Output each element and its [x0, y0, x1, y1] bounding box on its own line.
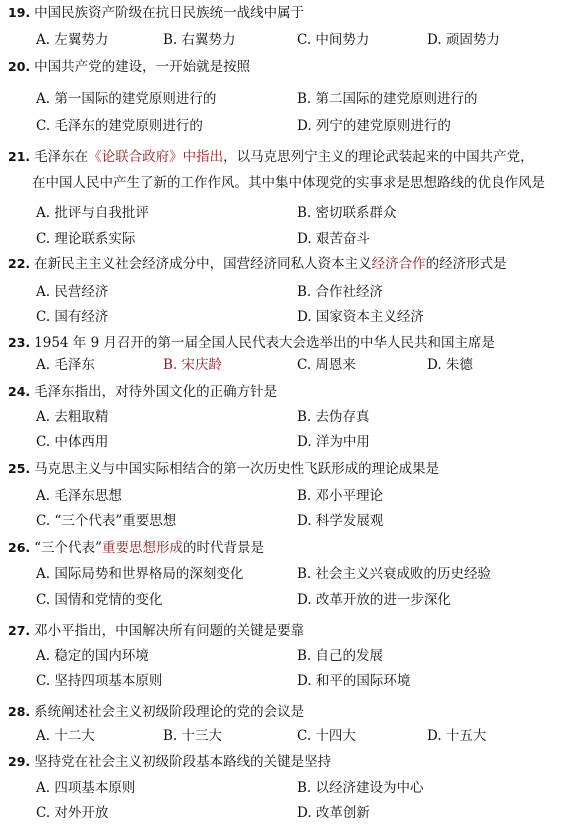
question-24-option-a[interactable]: A. 去粗取精: [36, 409, 109, 425]
question-22-option-c[interactable]: C. 国有经济: [36, 309, 109, 325]
question-29-option-a[interactable]: A. 四项基本原则: [36, 780, 136, 796]
question-28-option-b[interactable]: B. 十三大: [163, 728, 223, 744]
question-25-stem: [8, 460, 439, 478]
question-28-option-a[interactable]: A. 十二大: [36, 728, 95, 744]
question-number: 28.: [8, 704, 31, 719]
question-20-option-b[interactable]: B. 第二国际的建党原则进行的: [297, 91, 478, 107]
question-text-part: 在新民主主义社会经济成分中，国营经济同私人资本主义: [34, 256, 372, 272]
question-text-highlight: 重要思想形成: [101, 540, 183, 556]
question-number: 22.: [8, 256, 31, 271]
question-text-part: ，以马克思列宁主义的理论武装起来的中国共产党，: [223, 149, 534, 165]
question-19-option-b[interactable]: B. 右翼势力: [163, 32, 236, 48]
question-text: 马克思主义与中国实际相结合的第一次历史性飞跃形成的理论成果是: [34, 461, 440, 477]
question-text: 系统阐述社会主义初级阶段理论的党的会议是: [34, 704, 305, 720]
question-23-option-c[interactable]: C. 周恩来: [297, 357, 356, 373]
question-27-option-a[interactable]: A. 稳定的国内环境: [36, 648, 149, 664]
question-number: 25.: [8, 461, 31, 476]
question-text: 中国民族资产阶级在抗日民族统一战线中属于: [34, 5, 305, 21]
question-number: 26.: [8, 540, 31, 555]
question-number: 21.: [8, 149, 31, 164]
question-23-option-b[interactable]: B. 宋庆龄: [163, 357, 223, 373]
question-23-stem: [8, 334, 495, 352]
question-27-option-d[interactable]: D. 和平的国际环境: [297, 673, 411, 689]
question-28-option-d[interactable]: D. 十五大: [427, 728, 487, 744]
question-29-option-d[interactable]: D. 改革创新: [297, 805, 370, 821]
question-26-stem: [8, 539, 264, 557]
question-26-option-c[interactable]: C. 国情和党情的变化: [36, 592, 163, 608]
question-19-option-d[interactable]: D. 顽固势力: [427, 32, 500, 48]
question-26-option-d[interactable]: D. 改革开放的进一步深化: [297, 592, 451, 608]
question-27-option-c[interactable]: C. 坚持四项基本原则: [36, 673, 163, 689]
question-text-part: 的经济形式是: [425, 256, 507, 272]
question-20-stem: [8, 58, 250, 76]
question-text: 1954 年 9 月召开的第一届全国人民代表大会选举出的中华人民共和国主席是: [34, 335, 495, 351]
question-20-option-a[interactable]: A. 第一国际的建党原则进行的: [36, 91, 217, 107]
question-24-option-d[interactable]: D. 洋为中用: [297, 434, 370, 450]
question-text-part: 的时代背景是: [182, 540, 264, 556]
question-29-stem: [8, 753, 331, 771]
question-23-option-a[interactable]: A. 毛泽东: [36, 357, 95, 373]
question-text: 中国共产党的建设，一开始就是按照: [34, 59, 251, 75]
question-number: 20.: [8, 59, 31, 74]
question-24-stem: [8, 383, 277, 401]
question-text-part: 毛泽东在: [34, 149, 89, 165]
question-22-option-b[interactable]: B. 合作社经济: [297, 284, 384, 300]
question-26-option-a[interactable]: A. 国际局势和世界格局的深刻变化: [36, 566, 244, 582]
question-27-stem: [8, 622, 304, 640]
question-number: 19.: [8, 5, 31, 20]
question-24-option-b[interactable]: B. 去伪存真: [297, 409, 370, 425]
question-25-option-b[interactable]: B. 邓小平理论: [297, 488, 384, 504]
question-21-option-a[interactable]: A. 批评与自我批评: [36, 205, 149, 221]
question-22-stem: [8, 255, 507, 273]
question-number: 27.: [8, 623, 31, 638]
question-29-option-c[interactable]: C. 对外开放: [36, 805, 109, 821]
question-28-option-c[interactable]: C. 十四大: [297, 728, 356, 744]
question-text: 邓小平指出，中国解决所有问题的关键是要靠: [34, 623, 305, 639]
question-27-option-b[interactable]: B. 自己的发展: [297, 648, 384, 664]
question-21-option-c[interactable]: C. 理论联系实际: [36, 231, 136, 247]
question-number: 29.: [8, 754, 31, 769]
question-25-option-c[interactable]: C. “三个代表”重要思想: [36, 513, 177, 529]
question-24-option-c[interactable]: C. 中体西用: [36, 434, 109, 450]
question-text-highlight: 《论联合政府》中指出: [88, 149, 224, 165]
question-26-option-b[interactable]: B. 社会主义兴衰成败的历史经验: [297, 566, 492, 582]
question-number: 23.: [8, 335, 31, 350]
question-22-option-a[interactable]: A. 民营经济: [36, 284, 109, 300]
question-25-option-a[interactable]: A. 毛泽东思想: [36, 488, 122, 504]
question-21-stem: [8, 148, 534, 166]
question-text: 坚持党在社会主义初级阶段基本路线的关键是坚持: [34, 754, 332, 770]
question-20-option-d[interactable]: D. 列宁的建党原则进行的: [297, 118, 451, 134]
question-number: 24.: [8, 384, 31, 399]
question-19-option-a[interactable]: A. 左翼势力: [36, 32, 109, 48]
question-25-option-d[interactable]: D. 科学发展观: [297, 513, 384, 529]
question-21-option-d[interactable]: D. 艰苦奋斗: [297, 231, 370, 247]
question-19-stem: [8, 4, 304, 22]
question-text-highlight: 经济合作: [371, 256, 426, 272]
question-29-option-b[interactable]: B. 以经济建设为中心: [297, 780, 424, 796]
question-20-option-c[interactable]: C. 毛泽东的建党原则进行的: [36, 118, 203, 134]
question-22-option-d[interactable]: D. 国家资本主义经济: [297, 309, 424, 325]
question-21-option-b[interactable]: B. 密切联系群众: [297, 205, 397, 221]
question-21-stem-line2: 在中国人民中产生了新的工作作风。其中集中体现党的实事求是思想路线的优良作风是: [32, 175, 545, 191]
question-text-part: “三个代表”: [34, 540, 102, 556]
question-23-option-d[interactable]: D. 朱德: [427, 357, 473, 373]
question-text: 毛泽东指出，对待外国文化的正确方针是: [34, 384, 278, 400]
question-28-stem: [8, 703, 304, 721]
question-19-option-c[interactable]: C. 中间势力: [297, 32, 370, 48]
